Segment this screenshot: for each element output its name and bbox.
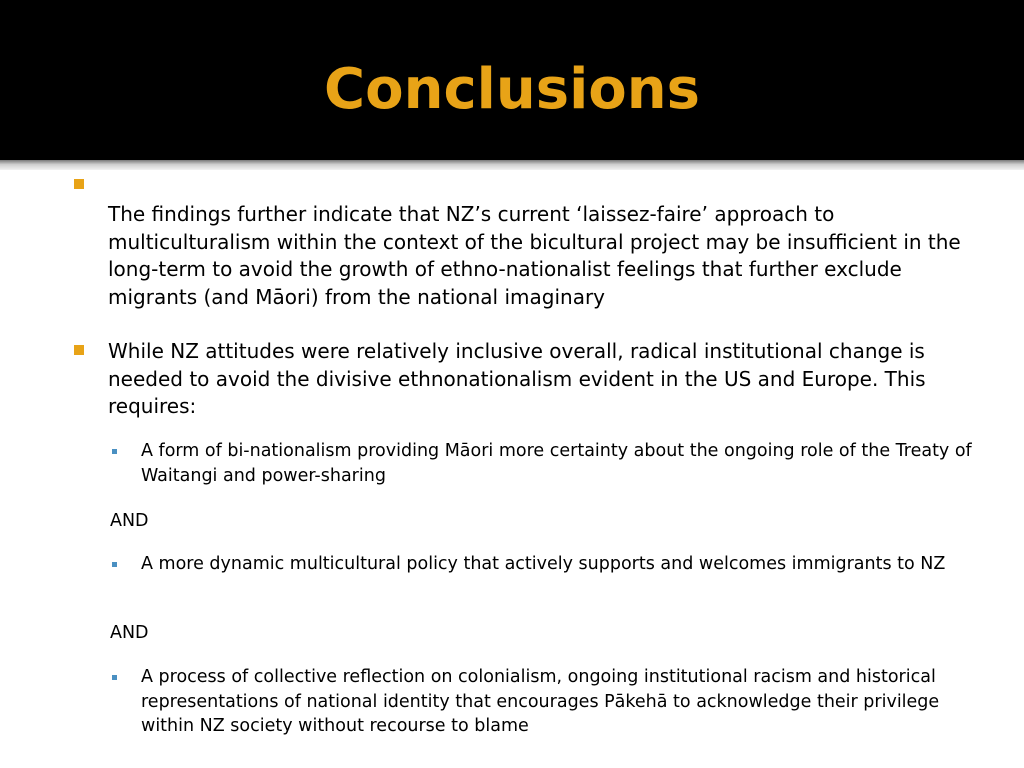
sub-bullet-text: A process of collective reflection on colonialism, ongoing institutional racism and historical representations of national identity that encourages Pākehā to acknowledge their privilege within NZ society without recourse to blame xyxy=(141,667,940,736)
bullet-text: The findings further indicate that NZ’s current ‘laissez-faire’ approach to multiculturalism within the context of the bicultural project may be insufficient in the long-term to avoid the growth of ethno-nationalist feelings that further exclude migrants (and Māori) from the national imaginary xyxy=(108,202,961,309)
sub-bullet-icon xyxy=(112,562,117,567)
square-bullet-icon xyxy=(74,179,84,189)
sub-bullet-icon xyxy=(112,675,117,680)
square-bullet-icon xyxy=(74,345,84,355)
bullet-text: While NZ attitudes were relatively inclusive overall, radical institutional change is needed to avoid the divisive ethnonationalism evident in the US and Europe. This requires: xyxy=(108,339,926,418)
sub-bullet-icon xyxy=(112,449,117,454)
slide-title: Conclusions xyxy=(324,57,700,122)
sub-bullet-text: A more dynamic multicultural policy that actively supports and welcomes immigrants to NZ xyxy=(141,554,946,574)
connector-text: AND xyxy=(110,511,149,531)
connector-text: AND xyxy=(110,623,149,643)
sub-bullet-text: A form of bi-nationalism providing Māori more certainty about the ongoing role of the Treaty of Waitangi and power-sharing xyxy=(141,441,972,486)
